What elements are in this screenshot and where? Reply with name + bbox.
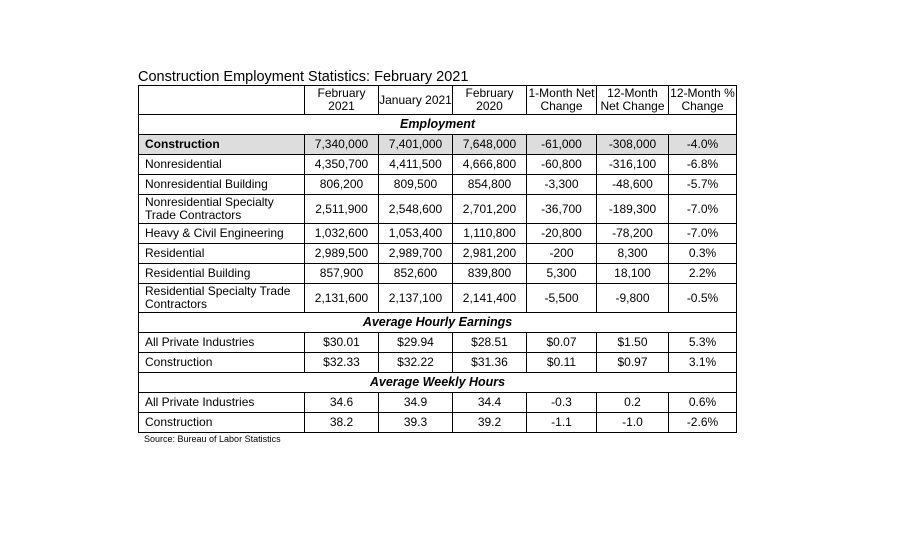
table-cell: 7,401,000 xyxy=(379,135,453,155)
table-cell: -20,800 xyxy=(527,224,597,244)
table-cell: $0.11 xyxy=(527,353,597,373)
table-cell: 1,032,600 xyxy=(305,224,379,244)
table-row xyxy=(139,224,737,244)
table-cell: 2,137,100 xyxy=(379,284,453,313)
table-cell: -189,300 xyxy=(597,195,669,224)
table-row xyxy=(139,353,737,373)
table-cell: 0.3% xyxy=(669,244,737,264)
table-cell: 2,141,400 xyxy=(453,284,527,313)
table-cell: 2,131,600 xyxy=(305,284,379,313)
table-cell: -1.1 xyxy=(527,413,597,433)
table-cell: $28.51 xyxy=(453,333,527,353)
table-cell: $0.07 xyxy=(527,333,597,353)
table-cell: 4,350,700 xyxy=(305,155,379,175)
header-row xyxy=(139,86,737,115)
table-row xyxy=(139,333,737,353)
table-cell: 34.6 xyxy=(305,393,379,413)
table-cell: -3,300 xyxy=(527,175,597,195)
source-note: Source: Bureau of Labor Statistics xyxy=(144,434,281,444)
row-label: Residential Specialty Trade Contractors xyxy=(139,284,305,313)
table-cell: 839,800 xyxy=(453,264,527,284)
table-row xyxy=(139,175,737,195)
table-cell: $29.94 xyxy=(379,333,453,353)
table-cell: -60,800 xyxy=(527,155,597,175)
table-cell: -7.0% xyxy=(669,195,737,224)
table-cell: -0.3 xyxy=(527,393,597,413)
table-cell: 854,800 xyxy=(453,175,527,195)
section-title: Employment xyxy=(139,115,737,135)
table-cell: 34.4 xyxy=(453,393,527,413)
table-cell: $0.97 xyxy=(597,353,669,373)
table-row xyxy=(139,284,737,313)
row-label: Residential xyxy=(139,244,305,264)
table-cell: -78,200 xyxy=(597,224,669,244)
row-label: Nonresidential Specialty Trade Contractors xyxy=(139,195,305,224)
table-cell: 3.1% xyxy=(669,353,737,373)
row-label: All Private Industries xyxy=(139,393,305,413)
table-cell: -5.7% xyxy=(669,175,737,195)
table-cell: 2,989,700 xyxy=(379,244,453,264)
section-header-row xyxy=(139,115,737,135)
table-cell: $1.50 xyxy=(597,333,669,353)
table-cell: 39.2 xyxy=(453,413,527,433)
employment-statistics-table xyxy=(138,85,737,433)
column-header xyxy=(139,86,305,115)
row-label: Heavy & Civil Engineering xyxy=(139,224,305,244)
table-cell: 809,500 xyxy=(379,175,453,195)
table-row xyxy=(139,393,737,413)
table-cell: -9,800 xyxy=(597,284,669,313)
table-cell: 2.2% xyxy=(669,264,737,284)
table-cell: 5,300 xyxy=(527,264,597,284)
row-label: Residential Building xyxy=(139,264,305,284)
column-header: 1-Month Net Change xyxy=(528,86,595,113)
table-row xyxy=(139,135,737,155)
table-cell: 0.2 xyxy=(597,393,669,413)
table-cell: 806,200 xyxy=(305,175,379,195)
table-cell: -0.5% xyxy=(669,284,737,313)
table-cell: 39.3 xyxy=(379,413,453,433)
table-cell: -36,700 xyxy=(527,195,597,224)
row-label: Construction xyxy=(139,413,305,433)
table-row xyxy=(139,155,737,175)
table-row xyxy=(139,244,737,264)
table-cell: 1,053,400 xyxy=(379,224,453,244)
table-row xyxy=(139,413,737,433)
table-cell: 2,989,500 xyxy=(305,244,379,264)
row-label: Construction xyxy=(139,135,305,155)
statistics-document xyxy=(138,69,736,445)
table-cell: -61,000 xyxy=(527,135,597,155)
table-cell: $32.22 xyxy=(379,353,453,373)
table-row xyxy=(139,264,737,284)
row-label: Nonresidential Building xyxy=(139,175,305,195)
row-label: Construction xyxy=(139,353,305,373)
table-cell: $32.33 xyxy=(305,353,379,373)
row-label: Nonresidential xyxy=(139,155,305,175)
table-cell: 2,981,200 xyxy=(453,244,527,264)
table-cell: 2,701,200 xyxy=(453,195,527,224)
column-header: February 2021 xyxy=(305,86,379,115)
row-label: All Private Industries xyxy=(139,333,305,353)
table-cell: 4,411,500 xyxy=(379,155,453,175)
table-cell: 1,110,800 xyxy=(453,224,527,244)
table-cell: -308,000 xyxy=(597,135,669,155)
column-header: 12-Month Net Change xyxy=(597,86,669,115)
table-cell: 857,900 xyxy=(305,264,379,284)
table-cell: -316,100 xyxy=(597,155,669,175)
table-cell: -5,500 xyxy=(527,284,597,313)
table-row xyxy=(139,195,737,224)
column-header: January 2021 xyxy=(379,86,453,115)
table-cell: 852,600 xyxy=(379,264,453,284)
section-title: Average Weekly Hours xyxy=(139,373,737,393)
table-cell: 5.3% xyxy=(669,333,737,353)
table-cell: -2.6% xyxy=(669,413,737,433)
table-cell: 0.6% xyxy=(669,393,737,413)
section-header-row xyxy=(139,313,737,333)
column-header: 12-Month % Change xyxy=(670,86,735,113)
table-cell: 34.9 xyxy=(379,393,453,413)
table-cell: 7,648,000 xyxy=(453,135,527,155)
table-cell: 4,666,800 xyxy=(453,155,527,175)
table-cell: -4.0% xyxy=(669,135,737,155)
table-cell: -6.8% xyxy=(669,155,737,175)
table-cell: 38.2 xyxy=(305,413,379,433)
section-header-row xyxy=(139,373,737,393)
table-body xyxy=(139,115,737,433)
table-cell: 7,340,000 xyxy=(305,135,379,155)
table-cell: 8,300 xyxy=(597,244,669,264)
table-cell: 2,548,600 xyxy=(379,195,453,224)
table-cell: -7.0% xyxy=(669,224,737,244)
table-cell: -200 xyxy=(527,244,597,264)
section-title: Average Hourly Earnings xyxy=(139,313,737,333)
table-cell: -1.0 xyxy=(597,413,669,433)
table-title: Construction Employment Statistics: February 2021 xyxy=(138,69,469,85)
table-cell: 2,511,900 xyxy=(305,195,379,224)
table-cell: $30.01 xyxy=(305,333,379,353)
table-cell: -48,600 xyxy=(597,175,669,195)
column-header: February 2020 xyxy=(453,86,527,115)
table-cell: $31.36 xyxy=(453,353,527,373)
table-cell: 18,100 xyxy=(597,264,669,284)
